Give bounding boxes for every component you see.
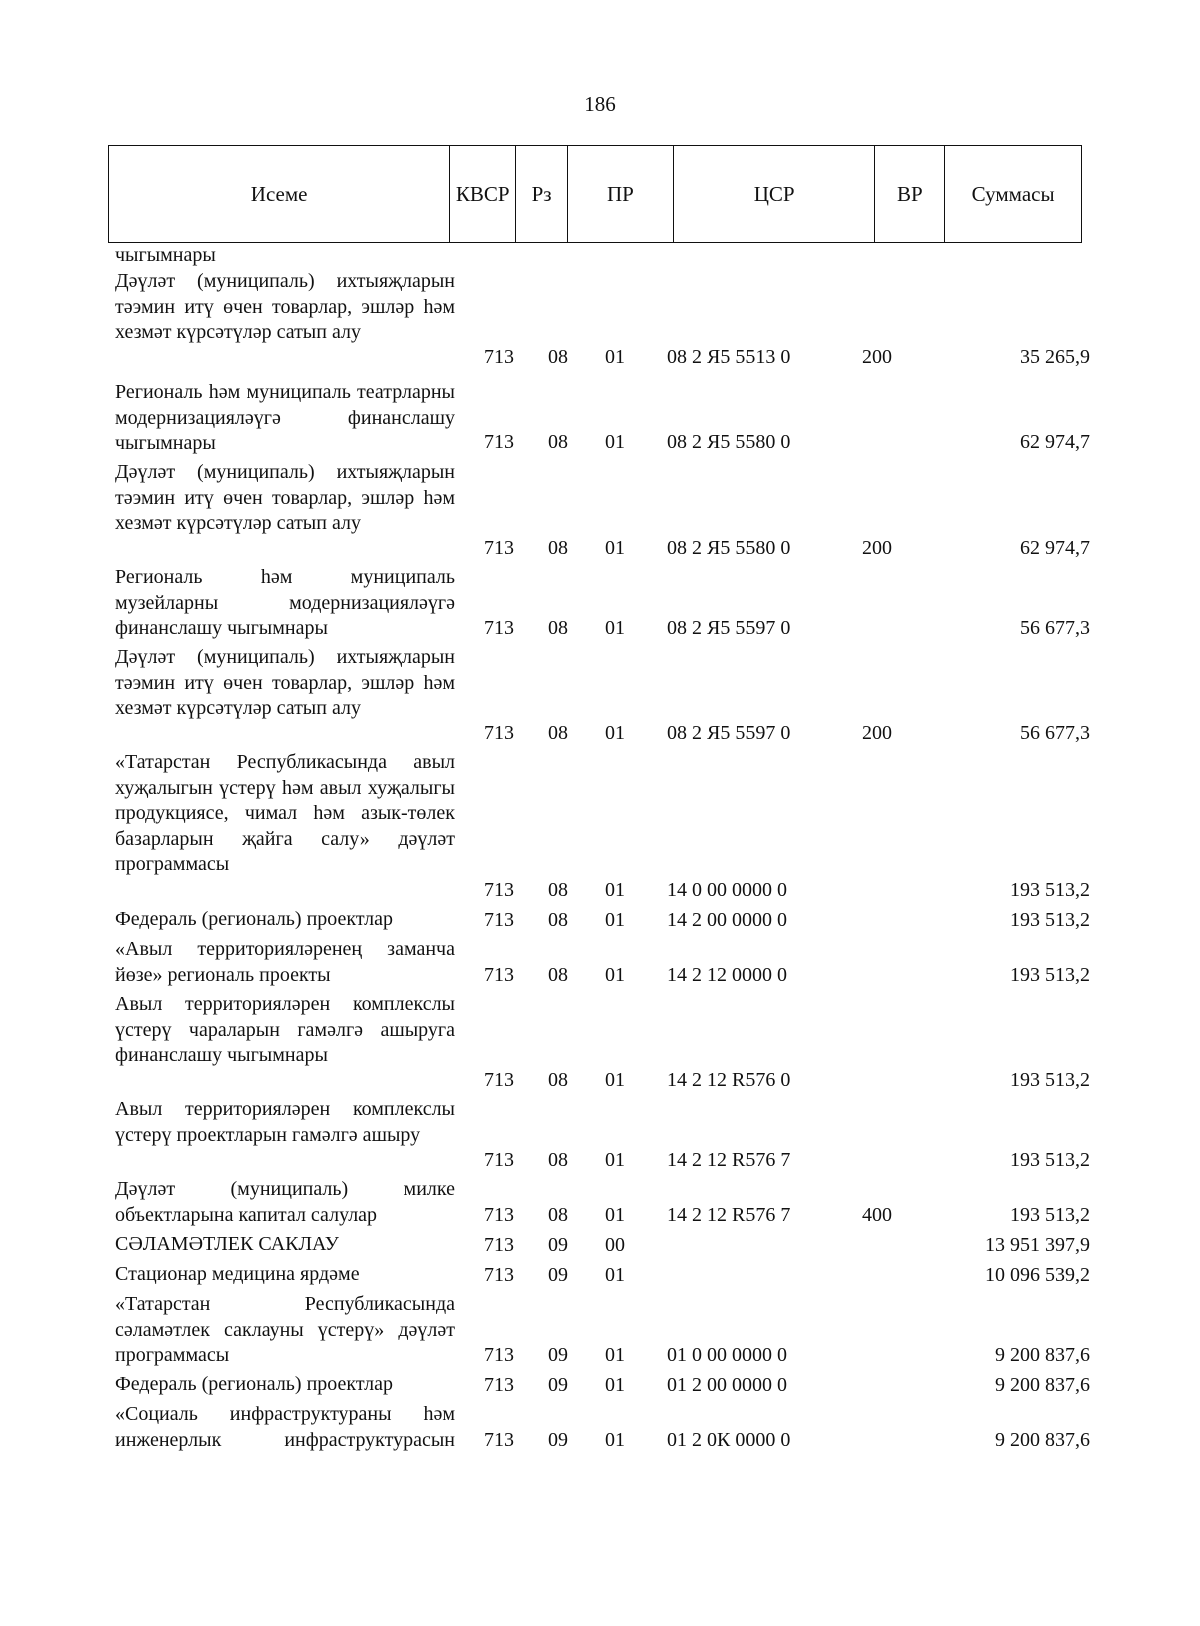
row-kvsr: 713 — [484, 722, 514, 745]
row-pr: 01 — [605, 346, 625, 369]
table-header — [108, 145, 1082, 243]
row-pr: 01 — [605, 1149, 625, 1172]
row-rz: 09 — [548, 1234, 568, 1257]
row-name: Стационар медицина ярдәме — [115, 1263, 360, 1285]
row-name: Авыл территорияләрен комплекслы үстерү чараларын гамәлгә ашыруга финанслашу чыгымнары — [115, 993, 455, 1067]
row-kvsr: 713 — [484, 964, 514, 987]
row-pr: 01 — [605, 431, 625, 454]
header-kvsr: КВСР — [450, 146, 516, 242]
row-kvsr: 713 — [484, 1234, 514, 1257]
row-csr: 14 0 00 0000 0 — [667, 879, 787, 902]
row-kvsr: 713 — [484, 1149, 514, 1172]
row-sum: 193 513,2 — [1010, 1149, 1090, 1172]
row-sum: 56 677,3 — [1020, 617, 1090, 640]
header-rz: Рз — [516, 146, 568, 242]
row-kvsr: 713 — [484, 346, 514, 369]
row-rz: 08 — [548, 1204, 568, 1227]
row-vr: 200 — [862, 722, 892, 745]
row-sum: 62 974,7 — [1020, 537, 1090, 560]
row-rz: 08 — [548, 909, 568, 932]
row-name: «Социаль инфраструктураны һәм инженерлык инфраструктурасын — [115, 1403, 455, 1451]
row-kvsr: 713 — [484, 909, 514, 932]
table-row — [0, 1097, 1200, 1174]
header-name: Исеме — [109, 146, 450, 242]
table-row — [0, 1402, 1200, 1454]
row-pr: 01 — [605, 1264, 625, 1287]
row-pr: 01 — [605, 879, 625, 902]
row-name: Дәүләт (муниципаль) ихтыяҗларын тәэмин итү өчен товарлар, эшләр һәм хезмәт күрсәтүләр сатып алу — [115, 646, 455, 720]
row-kvsr: 713 — [484, 1069, 514, 1092]
row-rz: 08 — [548, 617, 568, 640]
row-name: СӘЛАМӘТЛЕК САКЛАУ — [115, 1233, 339, 1255]
row-sum: 193 513,2 — [1010, 964, 1090, 987]
row-pr: 01 — [605, 964, 625, 987]
row-pr: 01 — [605, 1374, 625, 1397]
table-row — [0, 907, 1200, 934]
row-csr: 14 2 12 R576 7 — [667, 1149, 791, 1172]
row-sum: 62 974,7 — [1020, 431, 1090, 454]
row-csr: 08 2 Я5 5513 0 — [667, 346, 791, 369]
row-rz: 08 — [548, 1069, 568, 1092]
row-name: Дәүләт (муниципаль) ихтыяҗларын тәэмин итү өчен товарлар, эшләр һәм хезмәт күрсәтүләр сатып алу — [115, 270, 455, 344]
row-csr: 01 0 00 0000 0 — [667, 1344, 787, 1367]
row-vr: 200 — [862, 537, 892, 560]
row-rz: 09 — [548, 1264, 568, 1287]
row-pr: 01 — [605, 722, 625, 745]
table-row — [0, 1232, 1200, 1259]
row-rz: 08 — [548, 537, 568, 560]
row-kvsr: 713 — [484, 1344, 514, 1367]
row-sum: 193 513,2 — [1010, 1204, 1090, 1227]
table-row — [0, 937, 1200, 989]
row-csr: 14 2 00 0000 0 — [667, 909, 787, 932]
row-pr: 01 — [605, 1344, 625, 1367]
row-name: Федераль (региональ) проектлар — [115, 908, 393, 930]
table-row — [0, 243, 1200, 269]
row-kvsr: 713 — [484, 879, 514, 902]
row-kvsr: 713 — [484, 1429, 514, 1452]
row-name: Региональ һәм муниципаль театрларны модернизацияләүгә финанслашу чыгымнары — [115, 381, 455, 455]
row-kvsr: 713 — [484, 1264, 514, 1287]
row-name: Дәүләт (муниципаль) ихтыяҗларын тәэмин итү өчен товарлар, эшләр һәм хезмәт күрсәтүләр сатып алу — [115, 461, 455, 535]
row-name: Авыл территорияләрен комплекслы үстерү проектларын гамәлгә ашыру — [115, 1098, 455, 1146]
row-rz: 09 — [548, 1344, 568, 1367]
table-row — [0, 645, 1200, 747]
table-row — [0, 1372, 1200, 1399]
row-vr: 200 — [862, 346, 892, 369]
row-rz: 08 — [548, 879, 568, 902]
table-row — [0, 380, 1200, 456]
row-sum: 56 677,3 — [1020, 722, 1090, 745]
row-name: Федераль (региональ) проектлар — [115, 1373, 393, 1395]
row-csr: 14 2 12 R576 0 — [667, 1069, 791, 1092]
row-csr: 01 2 0К 0000 0 — [667, 1429, 791, 1452]
row-vr: 400 — [862, 1204, 892, 1227]
row-csr: 08 2 Я5 5597 0 — [667, 722, 791, 745]
row-rz: 08 — [548, 722, 568, 745]
header-pr: ПР — [568, 146, 674, 242]
row-name: чыгымнары — [115, 244, 216, 266]
row-kvsr: 713 — [484, 537, 514, 560]
row-csr: 01 2 00 0000 0 — [667, 1374, 787, 1397]
table-row — [0, 750, 1200, 904]
row-kvsr: 713 — [484, 1204, 514, 1227]
row-sum: 193 513,2 — [1010, 909, 1090, 932]
row-name: «Татарстан Республикасында сәламәтлек саклауны үстерү» дәүләт программасы — [115, 1293, 455, 1367]
header-csr: ЦСР — [674, 146, 876, 242]
row-sum: 9 200 837,6 — [995, 1374, 1090, 1397]
table-row — [0, 1177, 1200, 1229]
row-pr: 01 — [605, 1069, 625, 1092]
row-csr: 14 2 12 R576 7 — [667, 1204, 791, 1227]
row-csr: 08 2 Я5 5580 0 — [667, 537, 791, 560]
row-rz: 08 — [548, 431, 568, 454]
table-row — [0, 269, 1200, 371]
row-name: «Авыл территорияләренең заманча йөзе» региональ проекты — [115, 938, 455, 986]
row-sum: 9 200 837,6 — [995, 1344, 1090, 1367]
row-sum: 35 265,9 — [1020, 346, 1090, 369]
row-pr: 00 — [605, 1234, 625, 1257]
row-csr: 08 2 Я5 5580 0 — [667, 431, 791, 454]
row-rz: 09 — [548, 1374, 568, 1397]
row-pr: 01 — [605, 537, 625, 560]
row-rz: 09 — [548, 1429, 568, 1452]
row-name: Дәүләт (муниципаль) милке объектларына капитал салулар — [115, 1178, 455, 1226]
row-sum: 13 951 397,9 — [985, 1234, 1090, 1257]
row-sum: 10 096 539,2 — [985, 1264, 1090, 1287]
row-pr: 01 — [605, 1204, 625, 1227]
row-kvsr: 713 — [484, 1374, 514, 1397]
row-rz: 08 — [548, 964, 568, 987]
table-row — [0, 565, 1200, 642]
row-pr: 01 — [605, 909, 625, 932]
table-row — [0, 460, 1200, 562]
row-pr: 01 — [605, 617, 625, 640]
row-csr: 08 2 Я5 5597 0 — [667, 617, 791, 640]
table-row — [0, 1262, 1200, 1289]
page-number: 186 — [584, 92, 616, 116]
row-kvsr: 713 — [484, 617, 514, 640]
row-pr: 01 — [605, 1429, 625, 1452]
header-sum: Суммасы — [971, 181, 1055, 206]
header-vr: ВР — [875, 146, 945, 242]
row-name: «Татарстан Республикасында авыл хуҗалыгын үстерү һәм авыл хуҗалыгы продукциясе, чимал һәм азык-төлек базарларын җайга салу» дәүләт программасы — [115, 751, 455, 876]
row-sum: 193 513,2 — [1010, 879, 1090, 902]
row-csr: 14 2 12 0000 0 — [667, 964, 787, 987]
table-row — [0, 1292, 1200, 1369]
row-kvsr: 713 — [484, 431, 514, 454]
row-sum: 9 200 837,6 — [995, 1429, 1090, 1452]
table-row — [0, 992, 1200, 1094]
row-sum: 193 513,2 — [1010, 1069, 1090, 1092]
row-rz: 08 — [548, 346, 568, 369]
row-name: Региональ һәм муниципаль музейларны модернизацияләүгә финанслашу чыгымнары — [115, 566, 455, 640]
row-rz: 08 — [548, 1149, 568, 1172]
